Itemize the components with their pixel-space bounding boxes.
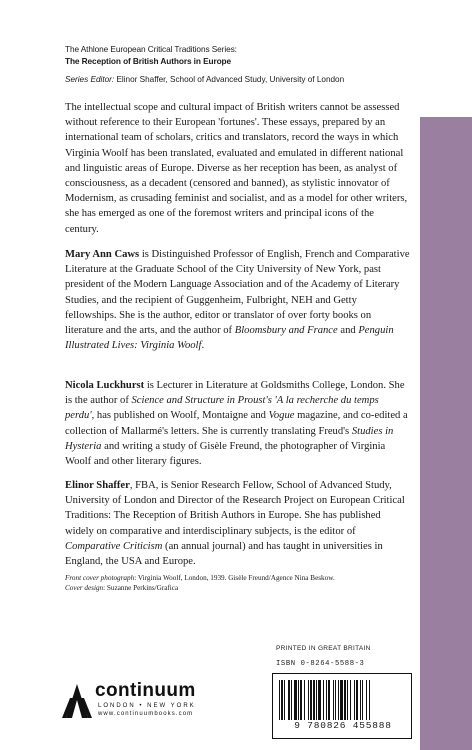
bio-elinor-shaffer: [65, 478, 410, 569]
series-title: [65, 44, 415, 67]
publisher-cities: LONDON • NEW YORK: [98, 703, 196, 709]
series-line-2: The Reception of British Authors in Europe: [65, 55, 232, 66]
design-credit-label: Cover design: [65, 584, 104, 593]
barcode-box: [272, 673, 412, 739]
publisher-block: [62, 682, 222, 724]
bio-name: Elinor Shaffer: [65, 480, 130, 491]
bio-text: is Lecturer in Literature at Goldsmiths College, London. She is the author of: [65, 380, 405, 407]
bio-text: magazine, and co-edited a collection of Mallarmé's letters. She is currently translating Freud's: [65, 410, 408, 437]
photo-credit-label: Front cover photograph: [65, 574, 135, 582]
design-credit: [65, 583, 405, 593]
book-title: Science and Structure in Proust's 'A la recherche du temps perdu': [65, 395, 379, 422]
bio-text: .: [201, 340, 205, 352]
bio-text: and writing a study of Gisèle Freund, the photographer of Virginia Woolf and other literary figures.: [65, 440, 386, 468]
series-line-1: The Athlone European Critical Traditions Series:: [65, 44, 237, 54]
bio-nicola-luckhurst: [65, 378, 410, 469]
cover-credits: [65, 573, 405, 594]
blurb-paragraph: The intellectual scope and cultural impact of British writers cannot be assessed without reference to their European 'fortunes'. These essays, prepared by an international team of scholars, critics and translators, record the ways in which Virginia Woolf has been translated, evaluated and emulated in different national and linguistic areas of Europe. Diverse as her reception has been, as analyst of consciousness, as a decadent (censored and banned), as stylistic innovator of Modernism, as crusading feminist and socialist, and as a model for other writers, she has emerged as one of the foremost writers and principal icons of the century.: [65, 102, 408, 235]
bio-mary-ann-caws: [65, 247, 410, 353]
isbn-number: ISBN 0-8264-5588-3: [276, 660, 365, 668]
series-editor-value: Elinor Shaffer, School of Advanced Study, University of London: [116, 75, 345, 84]
purple-side-bar: [420, 117, 472, 750]
printed-in: PRINTED IN GREAT BRITAIN: [276, 645, 371, 652]
bio-text: (an annual journal) and has taught in universities in England, the USA and Europe.: [65, 540, 383, 568]
series-editor-label: Series Editor:: [65, 75, 115, 84]
design-credit-value: : Suzanne Perkins/Grafica: [103, 584, 179, 593]
bio-text: and: [337, 325, 359, 337]
barcode-icon: [279, 680, 407, 720]
book-title: Comparative Criticism: [65, 540, 163, 552]
bio-name: Mary Ann Caws: [65, 249, 140, 260]
publisher-url: www.continuumbooks.com: [98, 711, 194, 717]
series-editor: [65, 74, 420, 85]
bio-text: , has published on Woolf, Montaigne and: [91, 410, 269, 422]
book-title: Studies in Hysteria: [65, 425, 394, 452]
bio-name: Nicola Luckhurst: [65, 380, 145, 391]
continuum-logo-icon: [62, 684, 92, 718]
book-title: Bloomsbury and France: [234, 325, 338, 337]
book-title: Vogue: [268, 410, 295, 422]
photo-credit: [65, 573, 405, 583]
bio-text: is Distinguished Professor of English, French and Comparative Literature at the Graduate School of the City University of New York, past president of the Modern Language Association and of the Academy of Literary Studies, and the recipient of Guggenheim, Fulbright, NEH and Getty fellowships. She is the author, editor or translator of over forty books on literature and the arts, and the author of: [65, 249, 410, 337]
book-title: Penguin Illustrated Lives: Virginia Woolf: [65, 325, 394, 352]
publisher-name: continuum: [95, 680, 196, 701]
bio-text: , FBA, is Senior Research Fellow, School of Advanced Study, University of London and Director of the Research Project on European Critical Traditions: The Reception of British Authors in Europe. She has published widely on comparative and interdisciplinary subjects, is the editor of: [65, 480, 405, 537]
barcode-digits: 9 780826 455888: [294, 720, 392, 731]
photo-credit-value: : Virginia Woolf, London, 1939. Gisèle Freund/Agence Nina Beskow.: [134, 574, 335, 582]
